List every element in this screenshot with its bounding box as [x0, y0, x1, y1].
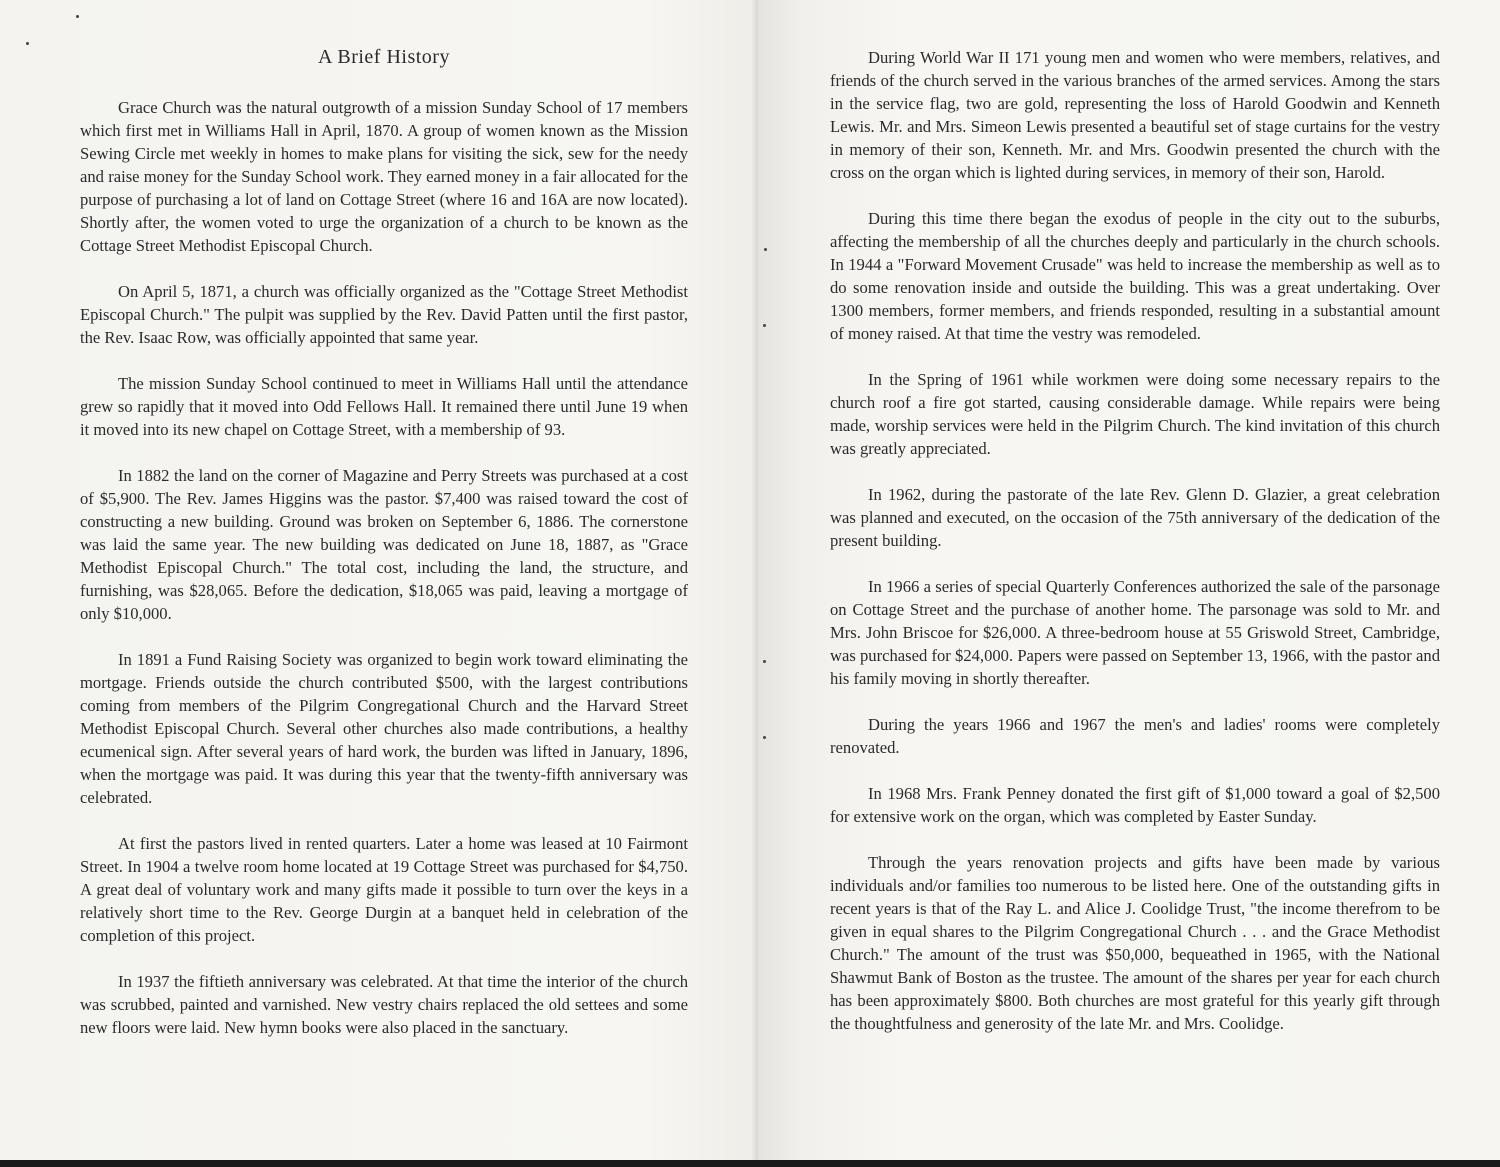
paragraph: During this time there began the exodus of people in the city out to the suburbs, affecting the membership of all the churches deeply and particularly in the church schools. In 1944 a "Forward Movement Crusade" was held to increase the membership as well as to do some renovation inside and outside the building. This was a great undertaking. Over 1300 members, former members, and friends responded, resulting in a substantial amount of money raised. At that time the vestry was remodeled.: [830, 209, 1440, 343]
paragraph: Through the years renovation projects and gifts have been made by various individuals and/or families too numerous to be listed here. One of the outstanding gifts in recent years is that of the Ray L. and Alice J. Coolidge Trust, "the income therefrom to be given in equal shares to the Pilgrim Congregational Church . . . and the Grace Methodist Church." The amount of the trust was $50,000, bequeathed in 1965, with the National Shawmut Bank of Boston as the trustee. The amount of the shares per year for each church has been approximately $800. Both churches are most grateful for this yearly gift through the thoughtfulness and generosity of the late Mr. and Mrs. Coolidge.: [830, 853, 1440, 1033]
paragraph: On April 5, 1871, a church was officially organized as the "Cottage Street Methodist Episcopal Church." The pulpit was supplied by the Rev. David Patten until the first pastor, the Rev. Isaac Row, was officially appointed that same year.: [80, 282, 688, 347]
paragraph: In 1962, during the pastorate of the late Rev. Glenn D. Glazier, a great celebration was planned and executed, on the occasion of the 75th anniversary of the dedication of the present building.: [830, 485, 1440, 550]
scan-speck: [763, 660, 766, 663]
scan-speck: [763, 736, 766, 739]
scan-speck: [764, 248, 767, 251]
paragraph: In the Spring of 1961 while workmen were doing some necessary repairs to the church roof a fire got started, causing considerable damage. While repairs were being made, worship services were held in the Pilgrim Church. The kind invitation of this church was greatly appreciated.: [830, 370, 1440, 458]
right-page: [758, 0, 1500, 1160]
paragraph: During World War II 171 young men and women who were members, relatives, and friends of the church served in the various branches of the armed services. Among the stars in the service flag, two are gold, representing the loss of Harold Goodwin and Kenneth Lewis. Mr. and Mrs. Simeon Lewis presented a beautiful set of stage curtains for the vestry in memory of their son, Kenneth. Mr. and Mrs. Goodwin presented the church with the cross on the organ which is lighted during services, in memory of their son, Harold.: [830, 48, 1440, 182]
right-text-column: [830, 46, 1440, 1058]
left-text-column: [80, 96, 688, 1062]
scan-speck: [76, 15, 79, 18]
scan-speck: [26, 42, 29, 45]
paragraph: The mission Sunday School continued to meet in Williams Hall until the attendance grew so rapidly that it moved into Odd Fellows Hall. It remained there until June 19 when it moved into its new chapel on Cottage Street, with a membership of 93.: [80, 374, 688, 439]
paragraph: Grace Church was the natural outgrowth of a mission Sunday School of 17 members which first met in Williams Hall in April, 1870. A group of women known as the Mission Sewing Circle met weekly in homes to make plans for visiting the sick, sew for the needy and raise money for the Sunday School work. They earned money in a fair allocated for the purpose of purchasing a lot of land on Cottage Street (where 16 and 16A are now located). Shortly after, the women voted to urge the organization of a church to be known as the Cottage Street Methodist Episcopal Church.: [80, 98, 688, 255]
paragraph: In 1937 the fiftieth anniversary was celebrated. At that time the interior of the church was scrubbed, painted and varnished. New vestry chairs replaced the old settees and some new floors were laid. New hymn books were also placed in the sanctuary.: [80, 972, 688, 1037]
paragraph: In 1891 a Fund Raising Society was organized to begin work toward eliminating the mortgage. Friends outside the church contributed $500, with the largest contributions coming from members of the Pilgrim Congregational Church and the Harvard Street Methodist Episcopal Church. Several other churches also made contributions, a healthy ecumenical sign. After several years of hard work, the burden was lifted in January, 1896, when the mortgage was paid. It was during this year that the twenty-fifth anniversary was celebrated.: [80, 650, 688, 807]
scan-edge: [0, 1160, 1500, 1167]
paragraph: In 1966 a series of special Quarterly Conferences authorized the sale of the parsonage on Cottage Street and the purchase of another home. The parsonage was sold to Mr. and Mrs. John Briscoe for $26,000. A three-bedroom house at 55 Griswold Street, Cambridge, was purchased for $24,000. Papers were passed on September 13, 1966, with the pastor and his family moving in shortly thereafter.: [830, 577, 1440, 688]
scan-speck: [763, 324, 766, 327]
paragraph: In 1968 Mrs. Frank Penney donated the first gift of $1,000 toward a goal of $2,500 for extensive work on the organ, which was completed by Easter Sunday.: [830, 784, 1440, 826]
page-title: A Brief History: [318, 46, 450, 68]
paragraph: In 1882 the land on the corner of Magazine and Perry Streets was purchased at a cost of $5,900. The Rev. James Higgins was the pastor. $7,400 was raised toward the cost of constructing a new building. Ground was broken on September 6, 1886. The cornerstone was laid the same year. The new building was dedicated on June 18, 1887, as "Grace Methodist Episcopal Church." The total cost, including the land, the structure, and furnishing, was $28,065. Before the dedication, $18,065 was paid, leaving a mortgage of only $10,000.: [80, 466, 688, 623]
paragraph: At first the pastors lived in rented quarters. Later a home was leased at 10 Fairmont Street. In 1904 a twelve room home located at 19 Cottage Street was purchased for $4,750. A great deal of voluntary work and many gifts made it possible to turn over the keys in a relatively short time to the Rev. George Durgin at a banquet held in celebration of the completion of this project.: [80, 834, 688, 945]
paragraph: During the years 1966 and 1967 the men's and ladies' rooms were completely renovated.: [830, 715, 1440, 757]
